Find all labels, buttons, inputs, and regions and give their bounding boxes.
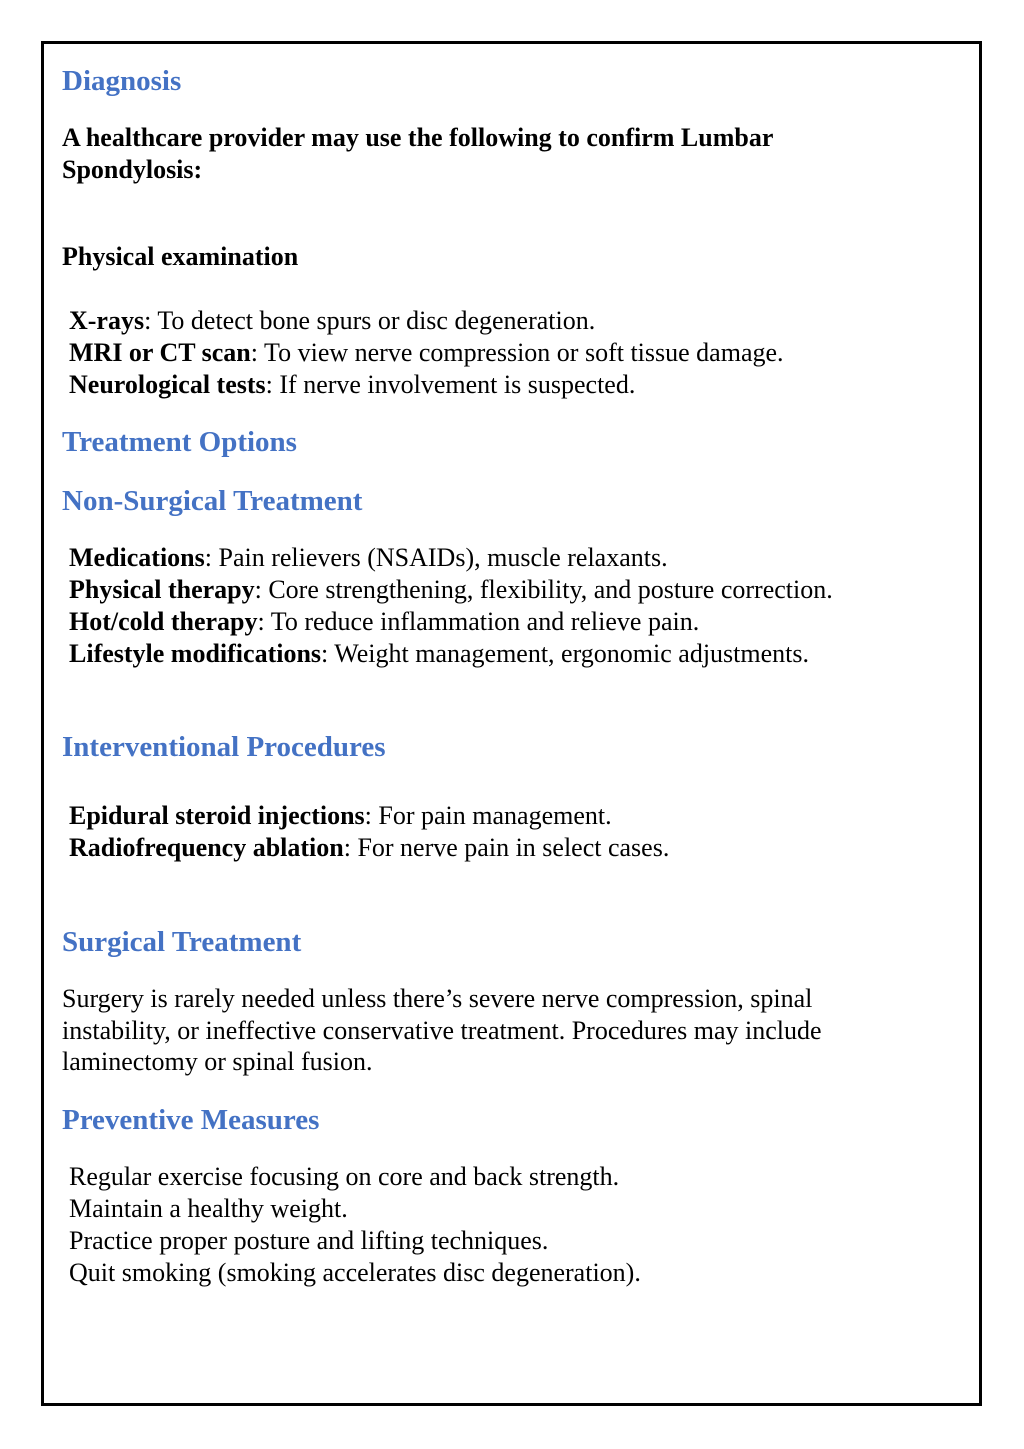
list-item-term: Lifestyle modifications	[69, 639, 322, 668]
surgical-heading: Surgical Treatment	[62, 926, 302, 958]
non-surgical-list	[69, 542, 833, 670]
list-item	[69, 369, 784, 401]
list-item	[69, 606, 833, 638]
list-item-desc: : For pain management.	[364, 801, 612, 830]
non-surgical-heading: Non-Surgical Treatment	[62, 485, 363, 517]
list-item-term: Hot/cold therapy	[69, 607, 258, 636]
list-item-term: Radiofrequency ablation	[69, 833, 344, 862]
list-item-desc: : For nerve pain in select cases.	[343, 833, 670, 862]
list-item-term: Neurological tests	[69, 370, 266, 399]
list-item-desc: : Core strengthening, flexibility, and posture correction.	[254, 575, 833, 604]
list-item	[69, 832, 669, 864]
preventive-list	[69, 1161, 641, 1289]
diagnosis-intro: A healthcare provider may use the following to confirm Lumbar Spondylosis:	[62, 123, 773, 184]
list-item-desc: : To view nerve compression or soft tissue damage.	[250, 338, 784, 367]
list-item-term: Physical therapy	[69, 575, 255, 604]
treatment-options-heading: Treatment Options	[62, 426, 297, 458]
physical-exam-subheading: Physical examination	[62, 242, 299, 271]
list-item: Regular exercise focusing on core and back strength.	[69, 1162, 620, 1191]
preventive-heading: Preventive Measures	[62, 1104, 320, 1136]
list-item-desc: : To detect bone spurs or disc degeneration.	[144, 306, 596, 335]
list-item-term: Epidural steroid injections	[69, 801, 365, 830]
interventional-list	[69, 800, 669, 864]
diagnosis-heading: Diagnosis	[62, 65, 182, 97]
list-item: Maintain a healthy weight.	[69, 1194, 348, 1223]
surgical-paragraph: Surgery is rarely needed unless there’s severe nerve compression, spinal instability, or ineffective conservative treatment. Procedures may include laminectomy or spinal fusion.	[62, 984, 822, 1076]
list-item	[69, 337, 784, 369]
list-item	[69, 638, 833, 670]
list-item-desc: : To reduce inflammation and relieve pain.	[257, 607, 700, 636]
list-item: Quit smoking (smoking accelerates disc degeneration).	[69, 1258, 641, 1287]
list-item: Practice proper posture and lifting techniques.	[69, 1226, 549, 1255]
list-item-term: Medications	[69, 543, 205, 572]
interventional-heading: Interventional Procedures	[62, 731, 386, 763]
list-item-desc: : Weight management, ergonomic adjustments.	[321, 639, 809, 668]
diagnosis-list	[69, 305, 784, 401]
list-item-desc: : If nerve involvement is suspected.	[265, 370, 636, 399]
list-item-term: MRI or CT scan	[69, 338, 251, 367]
list-item	[69, 542, 833, 574]
list-item-desc: : Pain relievers (NSAIDs), muscle relaxants.	[204, 543, 668, 572]
list-item	[69, 305, 784, 337]
list-item	[69, 800, 669, 832]
list-item	[69, 574, 833, 606]
list-item-term: X-rays	[69, 306, 145, 335]
